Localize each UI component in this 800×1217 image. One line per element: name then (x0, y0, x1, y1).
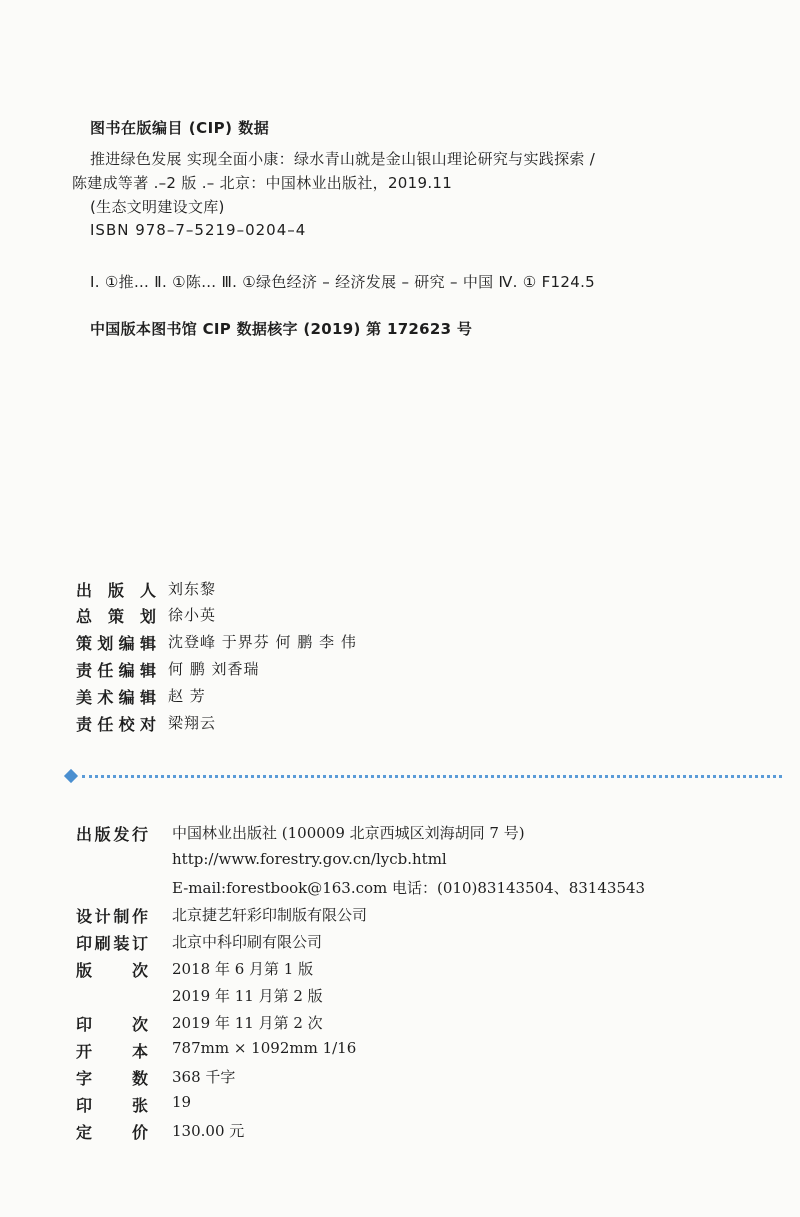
design-value: 北京捷艺轩彩印制版有限公司 (172, 906, 368, 924)
website-link[interactable]: http://www.forestry.gov.cn/lycb.html (172, 850, 447, 868)
staff-label: 责任编辑 (76, 661, 156, 680)
cip-title-line: 推进绿色发展 实现全面小康：绿水青山就是金山银山理论研究与实践探索 / (90, 150, 596, 168)
impression-label: 印 次 (76, 1015, 148, 1034)
staff-label: 出版人 (76, 581, 156, 600)
words-label: 字 数 (76, 1069, 148, 1088)
printing-value: 北京中科印刷有限公司 (172, 933, 323, 951)
staff-label: 总策划 (76, 607, 156, 626)
cip-isbn-line: ISBN 978–7–5219–0204–4 (90, 221, 307, 239)
cip-classification-line: Ⅰ. ①推… Ⅱ. ①陈… Ⅲ. ①绿色经济 – 经济发展 – 研究 – 中国 Ⅳ. ① F124.5 (90, 273, 595, 291)
edition-label: 版 次 (76, 961, 148, 980)
staff-value: 沈登峰 于界芬 何 鹏 李 伟 (168, 633, 357, 651)
staff-value: 何 鹏 刘香瑞 (168, 660, 260, 678)
dotted-line (82, 775, 782, 778)
staff-label: 策划编辑 (76, 634, 156, 653)
edition-value: 2018 年 6 月第 1 版 (172, 960, 314, 978)
price-value: 130.00 元 (172, 1122, 245, 1140)
price-label: 定 价 (76, 1123, 148, 1142)
format-value: 787mm × 1092mm 1/16 (172, 1039, 357, 1057)
cip-series-line: (生态文明建设文库) (90, 198, 225, 216)
staff-value: 梁翔云 (168, 714, 217, 732)
edition-value: 2019 年 11 月第 2 版 (172, 987, 323, 1005)
publisher-label: 出版发行 (76, 825, 148, 844)
words-value: 368 千字 (172, 1068, 236, 1086)
contact-info: E-mail:forestbook@163.com 电话：(010)83143504、83143543 (172, 879, 646, 897)
staff-label: 美术编辑 (76, 688, 156, 707)
staff-value: 徐小英 (168, 606, 217, 624)
dotted-divider (64, 768, 786, 786)
staff-label: 责任校对 (76, 715, 156, 734)
design-label: 设计制作 (76, 907, 148, 926)
staff-value: 刘东黎 (168, 580, 217, 598)
cip-heading: 图书在版编目 (CIP) 数据 (90, 119, 270, 137)
format-label: 开 本 (76, 1042, 148, 1061)
printing-label: 印刷装订 (76, 934, 148, 953)
impression-value: 2019 年 11 月第 2 次 (172, 1014, 323, 1032)
staff-value: 赵 芳 (168, 687, 206, 705)
cip-author-line: 陈建成等著 .–2 版 .– 北京：中国林业出版社，2019.11 (72, 174, 453, 192)
sheets-value: 19 (172, 1093, 192, 1111)
sheets-label: 印 张 (76, 1096, 148, 1115)
publisher-value: 中国林业出版社 (100009 北京西城区刘海胡同 7 号) (172, 824, 525, 842)
diamond-icon (64, 769, 78, 783)
cip-verification-line: 中国版本图书馆 CIP 数据核字 (2019) 第 172623 号 (90, 320, 473, 338)
